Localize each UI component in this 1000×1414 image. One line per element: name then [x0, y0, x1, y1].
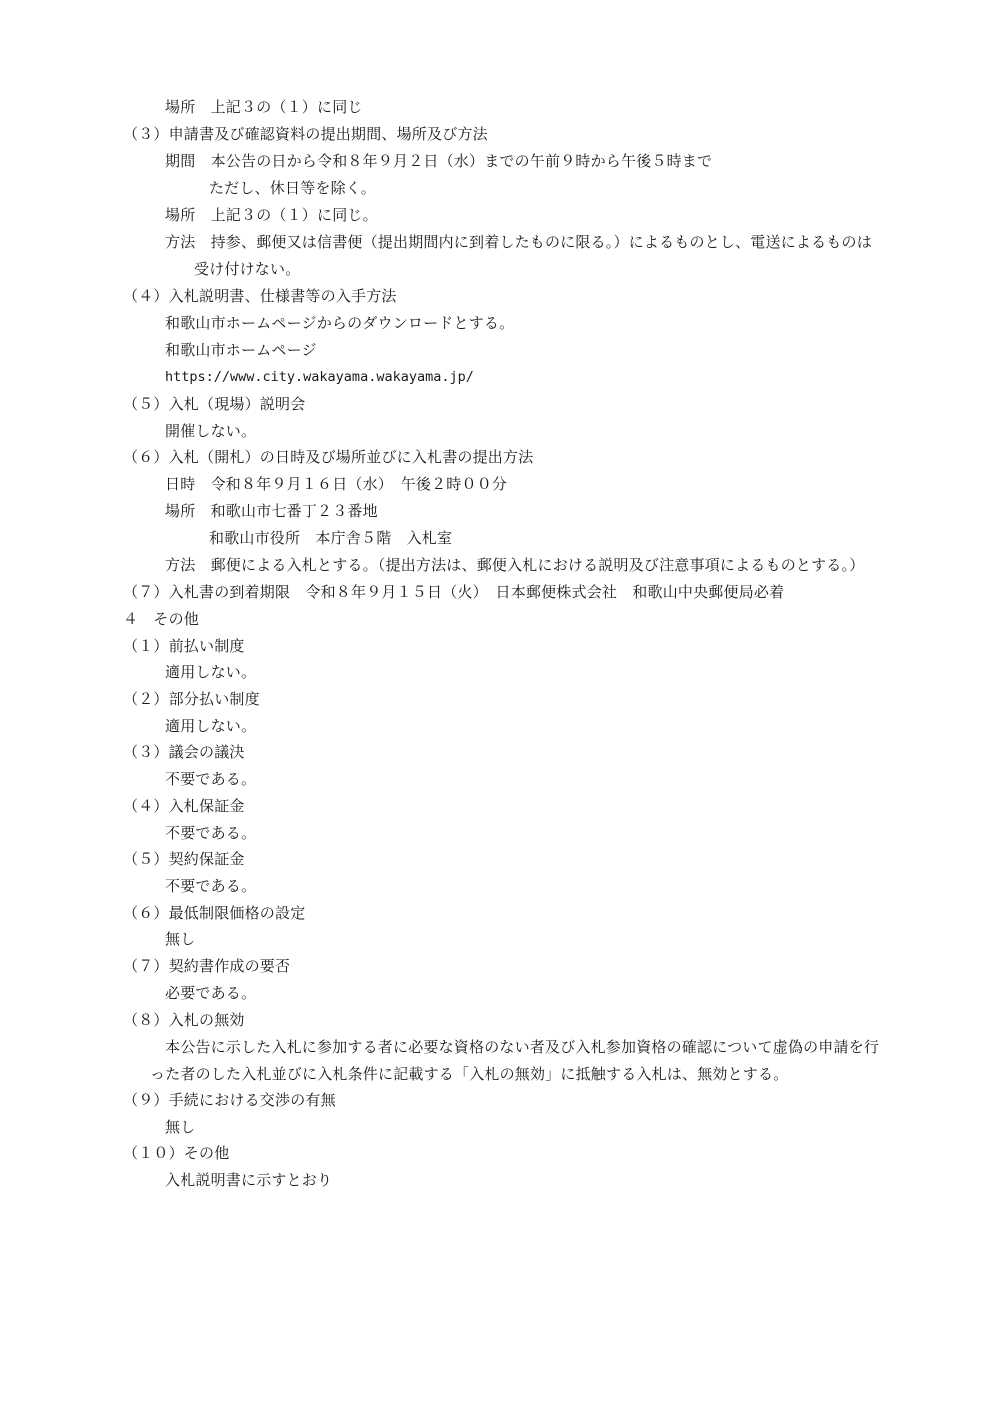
section-heading: （９）手続における交渉の有無 [123, 1091, 336, 1109]
section-heading: （１０）その他 [123, 1144, 230, 1162]
section-heading: （６）最低制限価格の設定 [123, 904, 306, 922]
text-line: 不要である。 [165, 770, 257, 788]
section-heading: （８）入札の無効 [123, 1011, 245, 1029]
section-heading: （６）入札（開札）の日時及び場所並びに入札書の提出方法 [123, 448, 534, 466]
text-line: 無し [165, 930, 196, 948]
section-heading: （２）部分払い制度 [123, 690, 260, 708]
chapter-heading: ４ その他 [123, 610, 200, 628]
section-heading: （３）議会の議決 [123, 743, 245, 761]
homepage-url: https://www.city.wakayama.wakayama.jp/ [165, 369, 474, 385]
text-line: 日時 令和８年９月１６日（水） 午後２時００分 [165, 475, 508, 493]
text-line: 場所 上記３の（１）に同じ。 [165, 206, 378, 224]
section-heading: （７）入札書の到着期限 令和８年９月１５日（火） 日本郵便株式会社 和歌山中央郵便局必着 [123, 583, 785, 601]
section-heading: （４）入札説明書、仕様書等の入手方法 [123, 287, 397, 305]
text-line: 開催しない。 [165, 422, 257, 440]
text-line: 方法 持参、郵便又は信書便（提出期間内に到着したものに限る。）によるものとし、電送によるものは [165, 233, 872, 251]
section-heading: （５）入札（現場）説明会 [123, 395, 306, 413]
text-line: 受け付けない。 [194, 260, 301, 278]
text-line: 和歌山市役所 本庁舎５階 入札室 [209, 529, 453, 547]
section-heading: （１）前払い制度 [123, 637, 245, 655]
text-line: 必要である。 [165, 984, 257, 1002]
section-heading: （４）入札保証金 [123, 797, 245, 815]
text-line: 和歌山市ホームページからのダウンロードとする。 [165, 314, 515, 332]
section-heading: （７）契約書作成の要否 [123, 957, 291, 975]
text-line: 和歌山市ホームページ [165, 341, 317, 359]
text-line: 適用しない。 [165, 717, 257, 735]
text-line: 期間 本公告の日から令和８年９月２日（水）までの午前９時から午後５時まで [165, 152, 713, 170]
text-line: 適用しない。 [165, 663, 257, 681]
text-line: 場所 和歌山市七番丁２３番地 [165, 502, 378, 520]
text-line: 不要である。 [165, 824, 257, 842]
text-line: 無し [165, 1118, 196, 1136]
section-heading: （３）申請書及び確認資料の提出期間、場所及び方法 [123, 125, 488, 143]
text-line: 方法 郵便による入札とする。（提出方法は、郵便入札における説明及び注意事項によるものとする。） [165, 556, 865, 574]
text-line: った者のした入札並びに入札条件に記載する「入札の無効」に抵触する入札は、無効とする。 [150, 1065, 789, 1083]
text-line: 入札説明書に示すとおり [165, 1171, 333, 1189]
section-heading: （５）契約保証金 [123, 850, 245, 868]
text-line: 場所 上記３の（１）に同じ [165, 98, 363, 116]
text-line: 本公告に示した入札に参加する者に必要な資格のない者及び入札参加資格の確認について虚偽の申請を行 [165, 1038, 880, 1056]
text-line: ただし、休日等を除く。 [209, 179, 376, 197]
text-line: 不要である。 [165, 877, 257, 895]
